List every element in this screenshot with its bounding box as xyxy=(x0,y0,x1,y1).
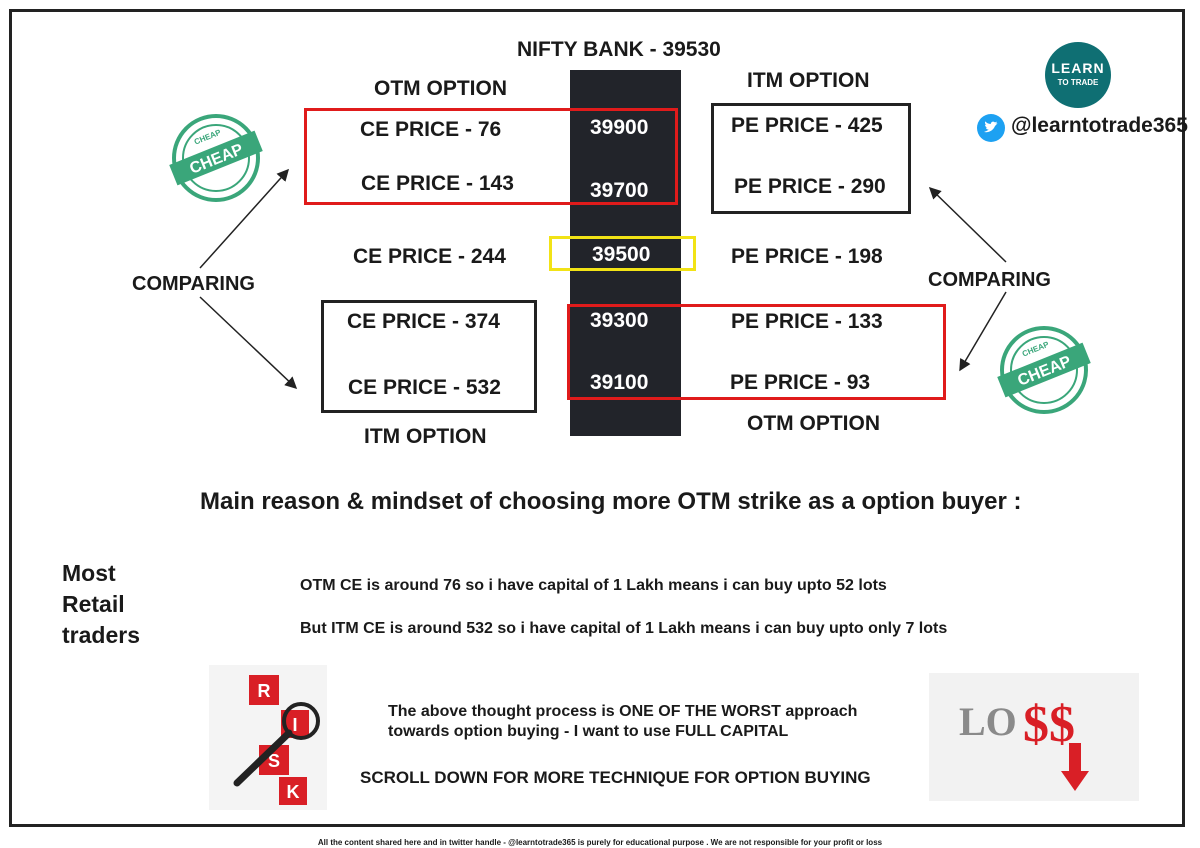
ce-price-39300: CE PRICE - 374 xyxy=(347,310,500,333)
cheap-stamp-right xyxy=(996,322,1092,418)
ce-price-39500: CE PRICE - 244 xyxy=(353,245,506,268)
svg-text:CHEAP: CHEAP xyxy=(1020,339,1051,359)
loss-image xyxy=(929,673,1139,801)
svg-text:I: I xyxy=(292,715,298,735)
learn-to-trade-logo: LEARN TO TRADE xyxy=(1045,42,1111,108)
itm-option-label-top: ITM OPTION xyxy=(747,69,870,92)
warning-line-1: The above thought process is ONE OF THE WORST approach xyxy=(388,703,858,720)
strike-39700: 39700 xyxy=(590,179,649,202)
headline: Main reason & mindset of choosing more OTM strike as a option buyer : xyxy=(200,488,1022,515)
strike-39500-atm: 39500 xyxy=(592,243,651,266)
strike-39900: 39900 xyxy=(590,116,649,139)
svg-text:CHEAP: CHEAP xyxy=(1015,353,1074,390)
thought-otm: OTM CE is around 76 so i have capital of 1 Lakh means i can buy upto 52 lots xyxy=(300,577,887,594)
strike-39300: 39300 xyxy=(590,309,649,332)
svg-text:LO: LO xyxy=(959,699,1017,744)
disclaimer-footer: All the content shared here and in twitter handle - @learntotrade365 is purely for educational purpose . We are not responsible for your profit or loss xyxy=(317,838,883,847)
svg-text:K: K xyxy=(286,782,300,802)
warning-line-2: towards option buying - I want to use FULL CAPITAL xyxy=(388,723,789,740)
otm-option-label-top: OTM OPTION xyxy=(374,77,507,100)
page-title: NIFTY BANK - 39530 xyxy=(517,38,721,61)
otm-option-label-bottom: OTM OPTION xyxy=(747,412,880,435)
pe-price-39700: PE PRICE - 290 xyxy=(734,175,886,198)
pe-price-39500: PE PRICE - 198 xyxy=(731,245,883,268)
svg-text:R: R xyxy=(257,681,271,701)
ce-price-39900: CE PRICE - 76 xyxy=(360,118,502,141)
arrow-right-up xyxy=(930,188,1006,262)
svg-text:S: S xyxy=(267,751,281,771)
svg-text:CHEAP: CHEAP xyxy=(187,141,246,178)
strike-39100: 39100 xyxy=(590,371,649,394)
scroll-down-cta: SCROLL DOWN FOR MORE TECHNIQUE FOR OPTION BUYING xyxy=(360,768,871,787)
risk-image xyxy=(209,665,327,810)
twitter-icon xyxy=(977,114,1005,142)
pe-price-39300: PE PRICE - 133 xyxy=(731,310,883,333)
pe-price-39100: PE PRICE - 93 xyxy=(730,371,871,394)
thought-itm: But ITM CE is around 532 so i have capital of 1 Lakh means i can buy upto only 7 lots xyxy=(300,620,948,637)
twitter-handle[interactable]: @learntotrade365 xyxy=(1011,114,1188,137)
ce-price-39700: CE PRICE - 143 xyxy=(361,172,514,195)
comparing-label-left: COMPARING xyxy=(132,273,255,295)
itm-option-label-bottom: ITM OPTION xyxy=(364,425,487,448)
cheap-stamp-left xyxy=(168,110,264,206)
svg-text:$$: $$ xyxy=(1023,696,1075,753)
comparing-label-right: COMPARING xyxy=(928,269,1051,291)
retail-traders-label: Most Retail traders xyxy=(62,560,140,648)
svg-text:CHEAP: CHEAP xyxy=(192,127,223,147)
pe-price-39900: PE PRICE - 425 xyxy=(731,114,883,137)
ce-price-39100: CE PRICE - 532 xyxy=(348,376,501,399)
arrow-left-down xyxy=(200,297,296,388)
